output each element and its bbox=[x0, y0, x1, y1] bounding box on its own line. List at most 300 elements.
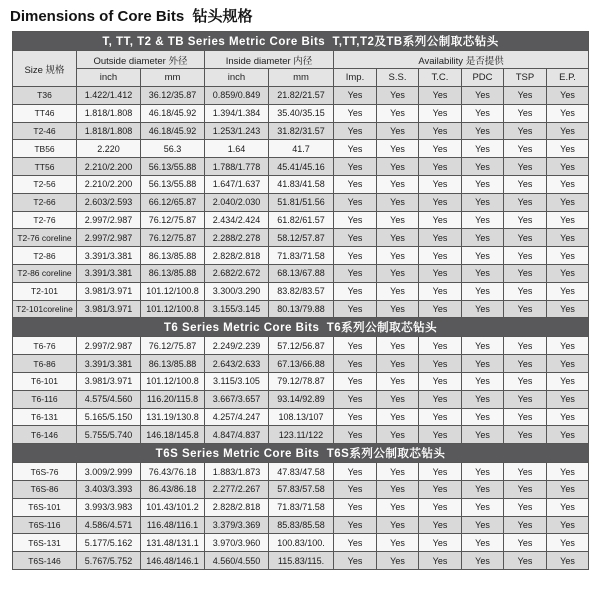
size-cell: T6S-101 bbox=[13, 498, 77, 516]
avail-tc-cell: Yes bbox=[419, 247, 462, 265]
avail-imp-cell: Yes bbox=[334, 211, 377, 229]
avail-imp-cell: Yes bbox=[334, 87, 377, 105]
avail-tc-cell: Yes bbox=[419, 300, 462, 318]
avail-imp-cell: Yes bbox=[334, 480, 377, 498]
outside-mm-cell: 76.43/76.18 bbox=[141, 463, 205, 481]
avail-ep-cell: Yes bbox=[547, 516, 589, 534]
table-row bbox=[13, 211, 589, 229]
size-cell: T6-146 bbox=[13, 426, 77, 444]
table-row bbox=[13, 480, 589, 498]
avail-pdc-cell: Yes bbox=[462, 193, 504, 211]
outside-inch-cell: 5.165/5.150 bbox=[77, 408, 141, 426]
inside-inch-cell: 0.859/0.849 bbox=[205, 87, 269, 105]
table-row bbox=[13, 337, 589, 355]
avail-tsp-cell: Yes bbox=[504, 122, 547, 140]
inside-inch-cell: 1.64 bbox=[205, 140, 269, 158]
table-row bbox=[13, 372, 589, 390]
table-row bbox=[13, 87, 589, 105]
outside-inch-cell: 1.818/1.808 bbox=[77, 122, 141, 140]
avail-imp-cell: Yes bbox=[334, 264, 377, 282]
section-header-row bbox=[13, 444, 589, 463]
outside-inch-cell: 5.767/5.752 bbox=[77, 552, 141, 570]
avail-tsp-cell: Yes bbox=[504, 480, 547, 498]
inside-mm-cell: 47.83/47.58 bbox=[269, 463, 334, 481]
avail-tc-cell: Yes bbox=[419, 193, 462, 211]
inside-inch-cell: 3.970/3.960 bbox=[205, 534, 269, 552]
avail-tc-cell: Yes bbox=[419, 158, 462, 176]
avail-tc-cell: Yes bbox=[419, 426, 462, 444]
avail-imp-cell: Yes bbox=[334, 104, 377, 122]
avail-pdc-cell: Yes bbox=[462, 516, 504, 534]
outside-inch-cell: 2.997/2.987 bbox=[77, 337, 141, 355]
avail-tsp-cell: Yes bbox=[504, 390, 547, 408]
avail-ss-cell: Yes bbox=[377, 300, 419, 318]
avail-ss-cell: Yes bbox=[377, 140, 419, 158]
avail-tsp-cell: Yes bbox=[504, 534, 547, 552]
avail-pdc-cell: Yes bbox=[462, 480, 504, 498]
avail-ep-cell: Yes bbox=[547, 211, 589, 229]
avail-ss-cell: Yes bbox=[377, 122, 419, 140]
inside-inch-cell: 3.667/3.657 bbox=[205, 390, 269, 408]
inside-mm-cell: 71.83/71.58 bbox=[269, 247, 334, 265]
avail-tsp-cell: Yes bbox=[504, 264, 547, 282]
page-title: Dimensions of Core Bits 钻头规格 bbox=[10, 8, 253, 25]
avail-ep-cell: Yes bbox=[547, 247, 589, 265]
inside-inch-cell: 4.847/4.837 bbox=[205, 426, 269, 444]
avail-ep-cell: Yes bbox=[547, 104, 589, 122]
avail-ss-cell: Yes bbox=[377, 552, 419, 570]
section-rows-t6 bbox=[13, 337, 589, 444]
avail-ss-cell: Yes bbox=[377, 175, 419, 193]
avail-tc-cell: Yes bbox=[419, 175, 462, 193]
inside-mm-cell: 57.12/56.87 bbox=[269, 337, 334, 355]
table-row bbox=[13, 463, 589, 481]
size-cell: T6S-146 bbox=[13, 552, 77, 570]
size-cell: T2-46 bbox=[13, 122, 77, 140]
outside-mm-cell: 86.13/85.88 bbox=[141, 355, 205, 373]
avail-tc-cell: Yes bbox=[419, 390, 462, 408]
col-subheader-pdc: PDC bbox=[462, 69, 504, 87]
avail-ep-cell: Yes bbox=[547, 264, 589, 282]
outside-mm-cell: 86.13/85.88 bbox=[141, 247, 205, 265]
outside-mm-cell: 116.20/115.8 bbox=[141, 390, 205, 408]
table-row bbox=[13, 175, 589, 193]
outside-mm-cell: 101.43/101.2 bbox=[141, 498, 205, 516]
table-row bbox=[13, 229, 589, 247]
col-subheader-outside-inch: inch bbox=[77, 69, 141, 87]
avail-tsp-cell: Yes bbox=[504, 300, 547, 318]
avail-pdc-cell: Yes bbox=[462, 372, 504, 390]
avail-tc-cell: Yes bbox=[419, 408, 462, 426]
col-header-inside-diameter: Inside diameter 内径 bbox=[205, 51, 334, 69]
outside-mm-cell: 86.13/85.88 bbox=[141, 264, 205, 282]
inside-inch-cell: 3.300/3.290 bbox=[205, 282, 269, 300]
avail-tsp-cell: Yes bbox=[504, 158, 547, 176]
avail-tc-cell: Yes bbox=[419, 140, 462, 158]
inside-mm-cell: 45.41/45.16 bbox=[269, 158, 334, 176]
size-cell: T6S-116 bbox=[13, 516, 77, 534]
avail-tsp-cell: Yes bbox=[504, 282, 547, 300]
avail-ep-cell: Yes bbox=[547, 229, 589, 247]
avail-pdc-cell: Yes bbox=[462, 140, 504, 158]
avail-ss-cell: Yes bbox=[377, 337, 419, 355]
avail-tsp-cell: Yes bbox=[504, 175, 547, 193]
size-cell: TT56 bbox=[13, 158, 77, 176]
inside-inch-cell: 1.788/1.778 bbox=[205, 158, 269, 176]
avail-ep-cell: Yes bbox=[547, 552, 589, 570]
col-subheader-inside-inch: inch bbox=[205, 69, 269, 87]
avail-ss-cell: Yes bbox=[377, 426, 419, 444]
section-title-t6s: T6S Series Metric Core Bits T6S系列公制取芯钻头 bbox=[13, 444, 589, 463]
table-row bbox=[13, 534, 589, 552]
avail-imp-cell: Yes bbox=[334, 390, 377, 408]
avail-tsp-cell: Yes bbox=[504, 140, 547, 158]
size-cell: T6S-76 bbox=[13, 463, 77, 481]
avail-tc-cell: Yes bbox=[419, 337, 462, 355]
inside-inch-cell: 2.434/2.424 bbox=[205, 211, 269, 229]
avail-imp-cell: Yes bbox=[334, 426, 377, 444]
table-row bbox=[13, 498, 589, 516]
avail-pdc-cell: Yes bbox=[462, 87, 504, 105]
avail-imp-cell: Yes bbox=[334, 247, 377, 265]
avail-tc-cell: Yes bbox=[419, 229, 462, 247]
table-row bbox=[13, 390, 589, 408]
avail-tsp-cell: Yes bbox=[504, 463, 547, 481]
avail-imp-cell: Yes bbox=[334, 498, 377, 516]
avail-tc-cell: Yes bbox=[419, 211, 462, 229]
avail-pdc-cell: Yes bbox=[462, 211, 504, 229]
outside-mm-cell: 66.12/65.87 bbox=[141, 193, 205, 211]
outside-inch-cell: 5.755/5.740 bbox=[77, 426, 141, 444]
size-cell: TT46 bbox=[13, 104, 77, 122]
avail-pdc-cell: Yes bbox=[462, 282, 504, 300]
section-header-row bbox=[13, 318, 589, 337]
avail-ss-cell: Yes bbox=[377, 463, 419, 481]
outside-mm-cell: 116.48/116.1 bbox=[141, 516, 205, 534]
avail-ep-cell: Yes bbox=[547, 122, 589, 140]
avail-tsp-cell: Yes bbox=[504, 87, 547, 105]
core-bits-table bbox=[12, 31, 589, 570]
avail-ep-cell: Yes bbox=[547, 87, 589, 105]
avail-imp-cell: Yes bbox=[334, 463, 377, 481]
avail-pdc-cell: Yes bbox=[462, 337, 504, 355]
avail-tsp-cell: Yes bbox=[504, 229, 547, 247]
avail-pdc-cell: Yes bbox=[462, 175, 504, 193]
outside-inch-cell: 3.391/3.381 bbox=[77, 247, 141, 265]
section-rows-t6s bbox=[13, 463, 589, 570]
avail-ep-cell: Yes bbox=[547, 158, 589, 176]
size-cell: T36 bbox=[13, 87, 77, 105]
avail-ss-cell: Yes bbox=[377, 480, 419, 498]
avail-imp-cell: Yes bbox=[334, 229, 377, 247]
outside-inch-cell: 2.220 bbox=[77, 140, 141, 158]
inside-mm-cell: 115.83/115. bbox=[269, 552, 334, 570]
inside-inch-cell: 2.288/2.278 bbox=[205, 229, 269, 247]
avail-ep-cell: Yes bbox=[547, 372, 589, 390]
inside-mm-cell: 61.82/61.57 bbox=[269, 211, 334, 229]
avail-tc-cell: Yes bbox=[419, 463, 462, 481]
inside-mm-cell: 80.13/79.88 bbox=[269, 300, 334, 318]
table-row bbox=[13, 516, 589, 534]
table-row bbox=[13, 264, 589, 282]
size-cell: T6-116 bbox=[13, 390, 77, 408]
inside-mm-cell: 57.83/57.58 bbox=[269, 480, 334, 498]
size-cell: T6-131 bbox=[13, 408, 77, 426]
section-header-row bbox=[13, 32, 589, 51]
avail-tc-cell: Yes bbox=[419, 372, 462, 390]
avail-pdc-cell: Yes bbox=[462, 158, 504, 176]
table-row bbox=[13, 122, 589, 140]
col-subheader-inside-mm: mm bbox=[269, 69, 334, 87]
table-row bbox=[13, 552, 589, 570]
outside-mm-cell: 56.13/55.88 bbox=[141, 158, 205, 176]
avail-tc-cell: Yes bbox=[419, 534, 462, 552]
col-subheader-outside-mm: mm bbox=[141, 69, 205, 87]
inside-inch-cell: 2.249/2.239 bbox=[205, 337, 269, 355]
outside-inch-cell: 3.403/3.393 bbox=[77, 480, 141, 498]
col-subheader-tsp: TSP bbox=[504, 69, 547, 87]
size-cell: T6S-131 bbox=[13, 534, 77, 552]
inside-inch-cell: 1.253/1.243 bbox=[205, 122, 269, 140]
avail-imp-cell: Yes bbox=[334, 355, 377, 373]
size-cell: T2-101coreline bbox=[13, 300, 77, 318]
avail-pdc-cell: Yes bbox=[462, 300, 504, 318]
outside-inch-cell: 3.993/3.983 bbox=[77, 498, 141, 516]
col-subheader-ep: E.P. bbox=[547, 69, 589, 87]
avail-pdc-cell: Yes bbox=[462, 355, 504, 373]
outside-mm-cell: 131.48/131.1 bbox=[141, 534, 205, 552]
outside-inch-cell: 1.818/1.808 bbox=[77, 104, 141, 122]
size-cell: T2-76 bbox=[13, 211, 77, 229]
inside-mm-cell: 100.83/100. bbox=[269, 534, 334, 552]
avail-ss-cell: Yes bbox=[377, 372, 419, 390]
table-row bbox=[13, 355, 589, 373]
inside-mm-cell: 79.12/78.87 bbox=[269, 372, 334, 390]
avail-tsp-cell: Yes bbox=[504, 498, 547, 516]
size-cell: T6-86 bbox=[13, 355, 77, 373]
inside-inch-cell: 2.040/2.030 bbox=[205, 193, 269, 211]
outside-inch-cell: 3.981/3.971 bbox=[77, 372, 141, 390]
avail-tsp-cell: Yes bbox=[504, 408, 547, 426]
avail-imp-cell: Yes bbox=[334, 337, 377, 355]
inside-mm-cell: 83.82/83.57 bbox=[269, 282, 334, 300]
avail-imp-cell: Yes bbox=[334, 552, 377, 570]
size-cell: T6-101 bbox=[13, 372, 77, 390]
outside-mm-cell: 86.43/86.18 bbox=[141, 480, 205, 498]
inside-inch-cell: 3.155/3.145 bbox=[205, 300, 269, 318]
inside-mm-cell: 58.12/57.87 bbox=[269, 229, 334, 247]
outside-mm-cell: 36.12/35.87 bbox=[141, 87, 205, 105]
table-row bbox=[13, 193, 589, 211]
size-cell: T2-86 coreline bbox=[13, 264, 77, 282]
avail-tsp-cell: Yes bbox=[504, 211, 547, 229]
size-cell: T2-101 bbox=[13, 282, 77, 300]
table-row bbox=[13, 282, 589, 300]
col-subheader-tc: T.C. bbox=[419, 69, 462, 87]
avail-tc-cell: Yes bbox=[419, 498, 462, 516]
avail-imp-cell: Yes bbox=[334, 282, 377, 300]
inside-inch-cell: 2.828/2.818 bbox=[205, 247, 269, 265]
avail-ep-cell: Yes bbox=[547, 390, 589, 408]
inside-mm-cell: 68.13/67.88 bbox=[269, 264, 334, 282]
avail-ss-cell: Yes bbox=[377, 264, 419, 282]
avail-ep-cell: Yes bbox=[547, 300, 589, 318]
avail-imp-cell: Yes bbox=[334, 122, 377, 140]
inside-mm-cell: 51.81/51.56 bbox=[269, 193, 334, 211]
avail-ep-cell: Yes bbox=[547, 337, 589, 355]
outside-inch-cell: 4.575/4.560 bbox=[77, 390, 141, 408]
column-subheader-row bbox=[13, 69, 589, 87]
avail-tsp-cell: Yes bbox=[504, 104, 547, 122]
avail-tsp-cell: Yes bbox=[504, 247, 547, 265]
avail-pdc-cell: Yes bbox=[462, 122, 504, 140]
avail-pdc-cell: Yes bbox=[462, 264, 504, 282]
outside-mm-cell: 76.12/75.87 bbox=[141, 337, 205, 355]
avail-pdc-cell: Yes bbox=[462, 498, 504, 516]
outside-inch-cell: 2.210/2.200 bbox=[77, 175, 141, 193]
avail-ss-cell: Yes bbox=[377, 408, 419, 426]
inside-mm-cell: 41.83/41.58 bbox=[269, 175, 334, 193]
inside-mm-cell: 67.13/66.88 bbox=[269, 355, 334, 373]
col-header-availability: Availability 是否提供 bbox=[334, 51, 589, 69]
col-header-outside-diameter: Outside diameter 外径 bbox=[77, 51, 205, 69]
avail-ss-cell: Yes bbox=[377, 390, 419, 408]
section-title-t6: T6 Series Metric Core Bits T6系列公制取芯钻头 bbox=[13, 318, 589, 337]
avail-tsp-cell: Yes bbox=[504, 372, 547, 390]
avail-tsp-cell: Yes bbox=[504, 552, 547, 570]
inside-inch-cell: 4.560/4.550 bbox=[205, 552, 269, 570]
outside-mm-cell: 146.48/146.1 bbox=[141, 552, 205, 570]
avail-tsp-cell: Yes bbox=[504, 337, 547, 355]
avail-imp-cell: Yes bbox=[334, 193, 377, 211]
inside-inch-cell: 1.647/1.637 bbox=[205, 175, 269, 193]
avail-ep-cell: Yes bbox=[547, 175, 589, 193]
table-row bbox=[13, 300, 589, 318]
size-cell: T2-86 bbox=[13, 247, 77, 265]
inside-inch-cell: 2.828/2.818 bbox=[205, 498, 269, 516]
avail-tc-cell: Yes bbox=[419, 282, 462, 300]
avail-pdc-cell: Yes bbox=[462, 104, 504, 122]
size-cell: TB56 bbox=[13, 140, 77, 158]
avail-imp-cell: Yes bbox=[334, 300, 377, 318]
outside-inch-cell: 3.391/3.381 bbox=[77, 355, 141, 373]
avail-tsp-cell: Yes bbox=[504, 516, 547, 534]
column-header-row bbox=[13, 51, 589, 69]
avail-ep-cell: Yes bbox=[547, 355, 589, 373]
avail-pdc-cell: Yes bbox=[462, 408, 504, 426]
section-title-t-tt-t2-tb: T, TT, T2 & TB Series Metric Core Bits T,TT,T2及TB系列公制取芯钻头 bbox=[13, 32, 589, 51]
avail-tc-cell: Yes bbox=[419, 355, 462, 373]
inside-mm-cell: 71.83/71.58 bbox=[269, 498, 334, 516]
avail-pdc-cell: Yes bbox=[462, 552, 504, 570]
outside-mm-cell: 101.12/100.8 bbox=[141, 372, 205, 390]
outside-inch-cell: 3.391/3.381 bbox=[77, 264, 141, 282]
col-subheader-ss: S.S. bbox=[377, 69, 419, 87]
outside-inch-cell: 2.997/2.987 bbox=[77, 211, 141, 229]
avail-ep-cell: Yes bbox=[547, 193, 589, 211]
inside-inch-cell: 2.277/2.267 bbox=[205, 480, 269, 498]
avail-tsp-cell: Yes bbox=[504, 355, 547, 373]
outside-mm-cell: 76.12/75.87 bbox=[141, 211, 205, 229]
avail-ep-cell: Yes bbox=[547, 498, 589, 516]
avail-imp-cell: Yes bbox=[334, 175, 377, 193]
outside-inch-cell: 3.981/3.971 bbox=[77, 300, 141, 318]
avail-ep-cell: Yes bbox=[547, 534, 589, 552]
size-cell: T6-76 bbox=[13, 337, 77, 355]
avail-ep-cell: Yes bbox=[547, 463, 589, 481]
inside-inch-cell: 3.379/3.369 bbox=[205, 516, 269, 534]
avail-ep-cell: Yes bbox=[547, 408, 589, 426]
inside-inch-cell: 4.257/4.247 bbox=[205, 408, 269, 426]
avail-tc-cell: Yes bbox=[419, 516, 462, 534]
table-row bbox=[13, 426, 589, 444]
avail-ss-cell: Yes bbox=[377, 87, 419, 105]
inside-mm-cell: 41.7 bbox=[269, 140, 334, 158]
avail-ep-cell: Yes bbox=[547, 282, 589, 300]
outside-inch-cell: 3.981/3.971 bbox=[77, 282, 141, 300]
outside-mm-cell: 101.12/100.8 bbox=[141, 300, 205, 318]
col-header-size: Size 规格 bbox=[13, 51, 77, 87]
outside-mm-cell: 76.12/75.87 bbox=[141, 229, 205, 247]
avail-ss-cell: Yes bbox=[377, 158, 419, 176]
outside-inch-cell: 1.422/1.412 bbox=[77, 87, 141, 105]
avail-imp-cell: Yes bbox=[334, 140, 377, 158]
avail-ep-cell: Yes bbox=[547, 480, 589, 498]
size-cell: T6S-86 bbox=[13, 480, 77, 498]
avail-ep-cell: Yes bbox=[547, 426, 589, 444]
avail-tc-cell: Yes bbox=[419, 480, 462, 498]
avail-ss-cell: Yes bbox=[377, 104, 419, 122]
avail-tc-cell: Yes bbox=[419, 87, 462, 105]
table-row bbox=[13, 158, 589, 176]
avail-ss-cell: Yes bbox=[377, 282, 419, 300]
avail-imp-cell: Yes bbox=[334, 516, 377, 534]
inside-mm-cell: 35.40/35.15 bbox=[269, 104, 334, 122]
table-row bbox=[13, 140, 589, 158]
inside-mm-cell: 31.82/31.57 bbox=[269, 122, 334, 140]
avail-ss-cell: Yes bbox=[377, 247, 419, 265]
avail-ss-cell: Yes bbox=[377, 193, 419, 211]
outside-mm-cell: 46.18/45.92 bbox=[141, 122, 205, 140]
avail-ss-cell: Yes bbox=[377, 534, 419, 552]
avail-pdc-cell: Yes bbox=[462, 229, 504, 247]
table-row bbox=[13, 408, 589, 426]
inside-inch-cell: 3.115/3.105 bbox=[205, 372, 269, 390]
inside-inch-cell: 2.682/2.672 bbox=[205, 264, 269, 282]
inside-mm-cell: 108.13/107 bbox=[269, 408, 334, 426]
outside-inch-cell: 4.586/4.571 bbox=[77, 516, 141, 534]
outside-inch-cell: 2.210/2.200 bbox=[77, 158, 141, 176]
outside-mm-cell: 101.12/100.8 bbox=[141, 282, 205, 300]
avail-tc-cell: Yes bbox=[419, 552, 462, 570]
outside-mm-cell: 146.18/145.8 bbox=[141, 426, 205, 444]
inside-inch-cell: 2.643/2.633 bbox=[205, 355, 269, 373]
table-row bbox=[13, 247, 589, 265]
avail-ss-cell: Yes bbox=[377, 355, 419, 373]
avail-pdc-cell: Yes bbox=[462, 426, 504, 444]
avail-pdc-cell: Yes bbox=[462, 390, 504, 408]
avail-tc-cell: Yes bbox=[419, 122, 462, 140]
inside-mm-cell: 21.82/21.57 bbox=[269, 87, 334, 105]
avail-imp-cell: Yes bbox=[334, 372, 377, 390]
inside-inch-cell: 1.394/1.384 bbox=[205, 104, 269, 122]
table-row bbox=[13, 104, 589, 122]
avail-pdc-cell: Yes bbox=[462, 247, 504, 265]
avail-pdc-cell: Yes bbox=[462, 463, 504, 481]
outside-inch-cell: 2.603/2.593 bbox=[77, 193, 141, 211]
size-cell: T2-76 coreline bbox=[13, 229, 77, 247]
avail-tc-cell: Yes bbox=[419, 104, 462, 122]
